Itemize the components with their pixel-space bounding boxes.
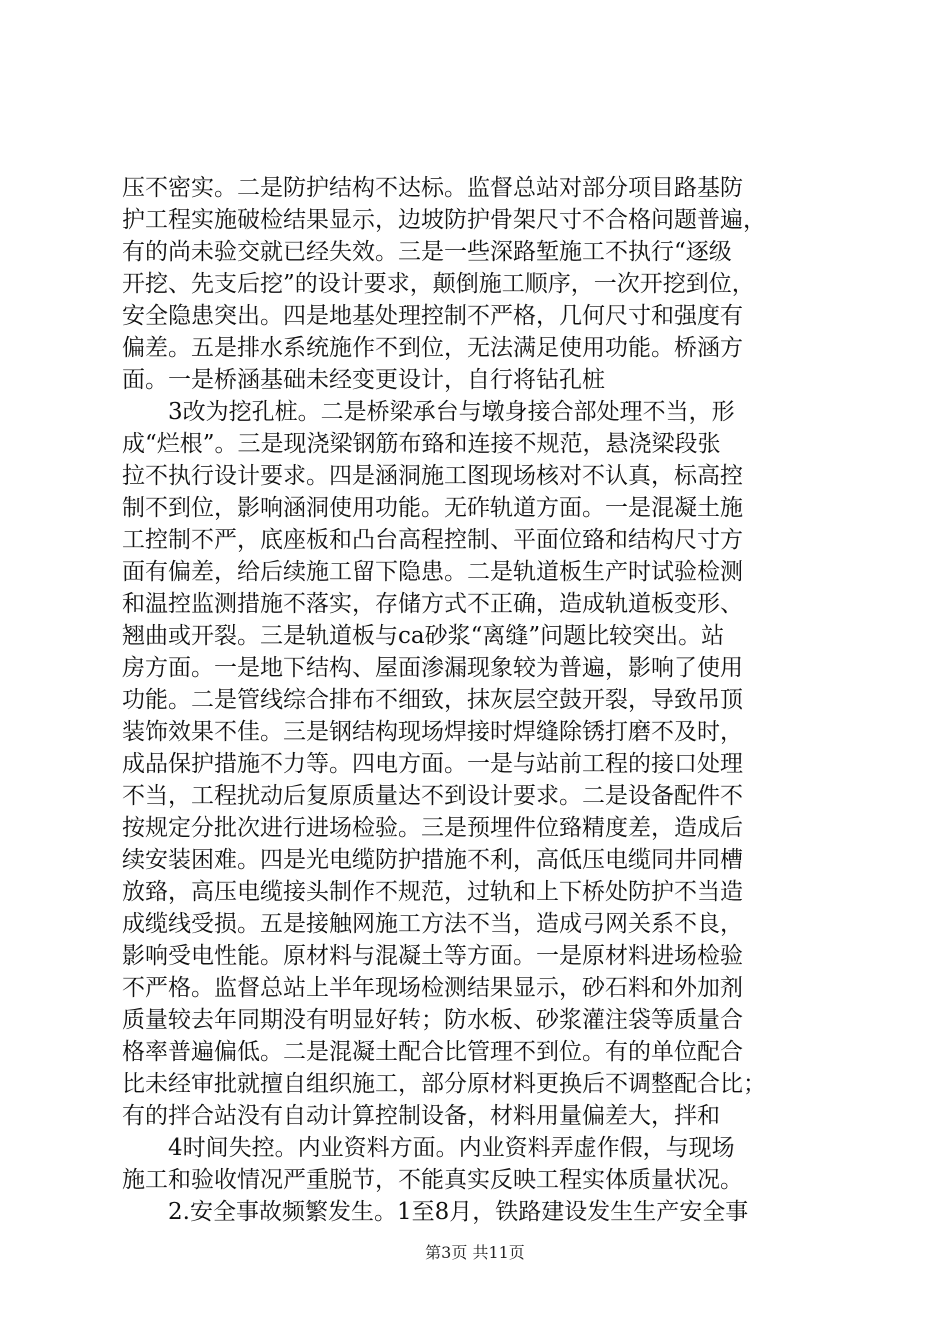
text-line: 成“烂根”。三是现浇梁钢筋布臵和连接不规范，悬浇梁段张 bbox=[122, 431, 721, 457]
text-line: 面有偏差，给后续施工留下隐患。二是轨道板生产时试验检测 bbox=[122, 559, 743, 585]
text-line: 有的尚未验交就已经失效。三是一些深路堑施工不执行“逐级 bbox=[122, 239, 732, 265]
text-line: 开挖、先支后挖”的设计要求，颠倒施工顺序，一次开挖到位， bbox=[122, 271, 755, 297]
text-line: 房方面。一是地下结构、屋面渗漏现象较为普遍，影响了使用 bbox=[122, 655, 743, 681]
text-line: 有的拌合站没有自动计算控制设备，材料用量偏差大，拌和 bbox=[122, 1103, 720, 1129]
text-line: 影响受电性能。原材料与混凝土等方面。一是原材料进场检验 bbox=[122, 943, 743, 969]
text-line: 3改为挖孔桩。二是桥梁承台与墩身接合部处理不当，形 bbox=[168, 399, 735, 425]
text-line: 制不到位，影响涵洞使用功能。无砟轨道方面。一是混凝土施 bbox=[122, 495, 743, 521]
text-line: 装饰效果不佳。三是钢结构现场焊接时焊缝除锈打磨不及时， bbox=[122, 719, 743, 745]
text-line: 工控制不严，底座板和凸台高程控制、平面位臵和结构尺寸方 bbox=[122, 527, 743, 553]
document-body bbox=[122, 172, 842, 1228]
text-line: 面。一是桥涵基础未经变更设计，自行将钻孔桩 bbox=[122, 367, 605, 393]
page-footer: 第3页 共11页 bbox=[425, 1243, 525, 1262]
text-line: 质量较去年同期没有明显好转；防水板、砂浆灌注袋等质量合 bbox=[122, 1007, 743, 1033]
text-line: 成品保护措施不力等。四电方面。一是与站前工程的接口处理 bbox=[122, 751, 743, 777]
text-line: 压不密实。二是防护结构不达标。监督总站对部分项目路基防 bbox=[122, 175, 743, 201]
text-line: 格率普遍偏低。二是混凝土配合比管理不到位。有的单位配合 bbox=[122, 1039, 743, 1065]
text-line: 比未经审批就擅自组织施工，部分原材料更换后不调整配合比； bbox=[122, 1071, 766, 1097]
text-line: 续安装困难。四是光电缆防护措施不利，高低压电缆同井同槽 bbox=[122, 847, 743, 873]
text-line: 施工和验收情况严重脱节，不能真实反映工程实体质量状况。 bbox=[122, 1167, 743, 1193]
text-line: 偏差。五是排水系统施作不到位，无法满足使用功能。桥涵方 bbox=[122, 335, 743, 361]
text-line: 4时间失控。内业资料方面。内业资料弄虚作假，与现场 bbox=[168, 1135, 735, 1161]
text-line: 功能。二是管线综合排布不细致，抹灰层空鼓开裂，导致吊顶 bbox=[122, 687, 743, 713]
text-line: 放臵，高压电缆接头制作不规范，过轨和上下桥处防护不当造 bbox=[122, 879, 743, 905]
text-line: 护工程实施破检结果显示，边坡防护骨架尺寸不合格问题普遍， bbox=[122, 207, 766, 233]
text-line: 2.安全事故频繁发生。1至8月，铁路建设发生生产安全事 bbox=[168, 1199, 749, 1225]
text-line: 翘曲或开裂。三是轨道板与ca砂浆“离缝”问题比较突出。站 bbox=[122, 623, 725, 649]
text-line: 成缆线受损。五是接触网施工方法不当，造成弓网关系不良， bbox=[122, 911, 743, 937]
text-line: 拉不执行设计要求。四是涵洞施工图现场核对不认真，标高控 bbox=[122, 463, 743, 489]
text-line: 不严格。监督总站上半年现场检测结果显示，砂石料和外加剂 bbox=[122, 975, 743, 1001]
text-line: 按规定分批次进行进场检验。三是预埋件位臵精度差，造成后 bbox=[122, 815, 743, 841]
text-line: 不当，工程扰动后复原质量达不到设计要求。二是设备配件不 bbox=[122, 783, 743, 809]
text-line: 安全隐患突出。四是地基处理控制不严格，几何尺寸和强度有 bbox=[122, 303, 743, 329]
text-line: 和温控监测措施不落实，存储方式不正确，造成轨道板变形、 bbox=[122, 591, 743, 617]
